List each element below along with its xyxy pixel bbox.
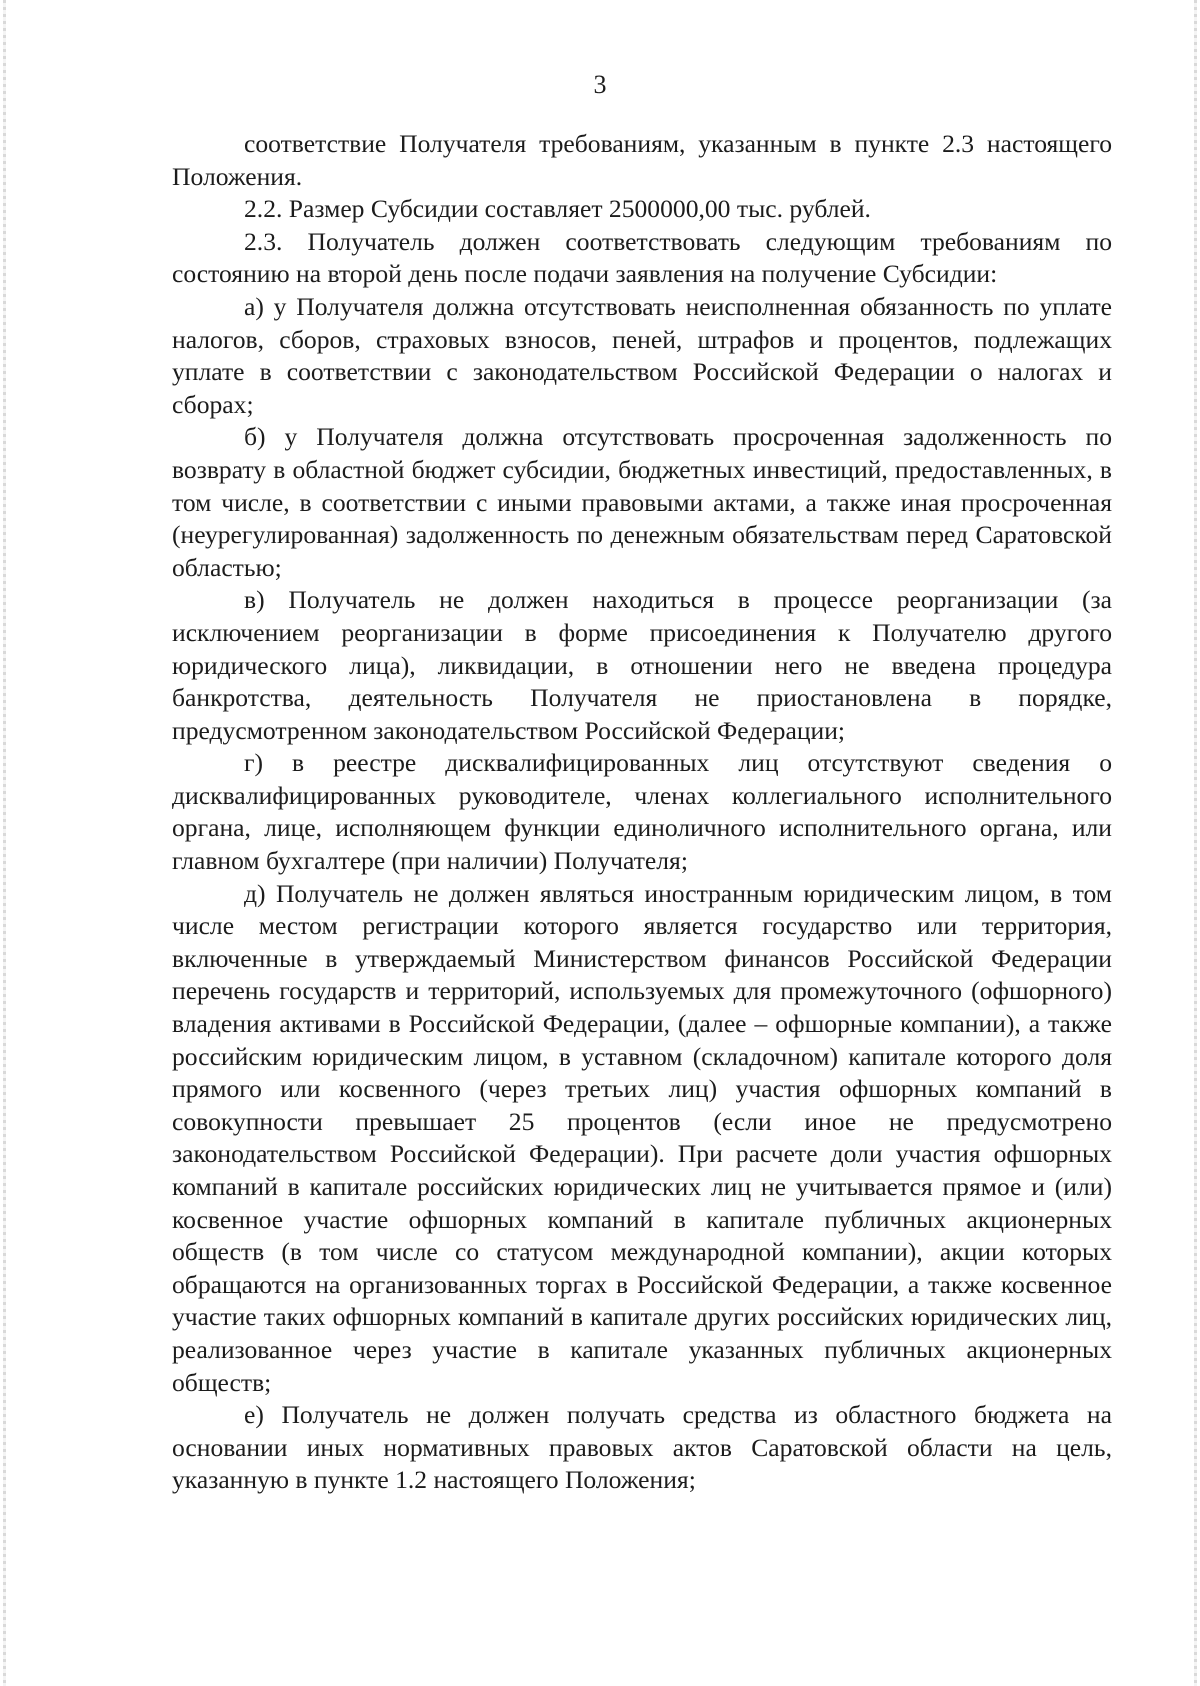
paragraph-continuation: соответствие Получателя требованиям, указанным в пункте 2.3 настоящего Положения. (172, 129, 1112, 191)
paragraph-item-v: в) Получатель не должен находиться в процессе реорганизации (за исключением реорганизации в форме присоединения к Получателю другого юридического лица), ликвидации, в отношении него не введена процедура банкротства, деятельность Получателя не приостановлена в порядке, предусмотренном законодательством Российской Федерации; (172, 585, 1112, 745)
page-number: 3 (593, 70, 607, 99)
scan-edge-left (3, 0, 6, 1686)
paragraph-item-d: д) Получатель не должен являться иностранным юридическим лицом, в том числе местом регистрации которого является государство или территория, включенные в утверждаемый Министерством финансов Российской Федерации перечень государств и территорий, используемых для промежуточного (офшорного) владения активами в Российской Федерации, (далее – офшорные компании), а также российским юридическим лицом, в уставном (складочном) капитале которого доля прямого или косвенного (через третьих лиц) участия офшорных компаний в совокупности превышает 25 процентов (если иное не предусмотрено законодательством Российской Федерации). При расчете доли участия офшорных компаний в капитале российских юридических лиц не учитывается прямое и (или) косвенное участие офшорных компаний в капитале публичных акционерных обществ (в том числе со статусом международной компании), акции которых обращаются на организованных торгах в Российской Федерации, а также косвенное участие таких офшорных компаний в капитале других российских юридических лиц, реализованное через участие в капитале указанных публичных акционерных обществ; (172, 878, 1112, 1397)
paragraph-item-e: е) Получатель не должен получать средства из областного бюджета на основании иных нормативных правовых актов Саратовской области на цель, указанную в пункте 1.2 настоящего Положения; (172, 1400, 1112, 1495)
paragraph-2-2: 2.2. Размер Субсидии составляет 2500000,00 тыс. рублей. (244, 194, 871, 224)
document-body (172, 128, 1112, 1497)
paragraph-item-b: б) у Получателя должна отсутствовать просроченная задолженность по возврату в областной бюджет субсидии, бюджетных инвестиций, предоставленных, в том числе, в соответствии с иными правовыми актами, а также иная просроченная (неурегулированная) задолженность по денежным обязательствам перед Саратовской областью; (172, 422, 1112, 582)
paragraph-item-a: а) у Получателя должна отсутствовать неисполненная обязанность по уплате налогов, сборов, страховых взносов, пеней, штрафов и процентов, подлежащих уплате в соответствии с законодательством Российской Федерации о налогах и сборах; (172, 291, 1112, 419)
paragraph-item-g: г) в реестре дисквалифицированных лиц отсутствуют сведения о дисквалифицированных руководителе, членах коллегиального исполнительного органа, лице, исполняющем функции единоличного исполнительного органа, или главном бухгалтере (при наличии) Получателя; (172, 748, 1112, 876)
scan-edge-right (1194, 0, 1197, 1686)
paragraph-2-3: 2.3. Получатель должен соответствовать следующим требованиям по состоянию на второй день после подачи заявления на получение Субсидии: (172, 226, 1112, 289)
